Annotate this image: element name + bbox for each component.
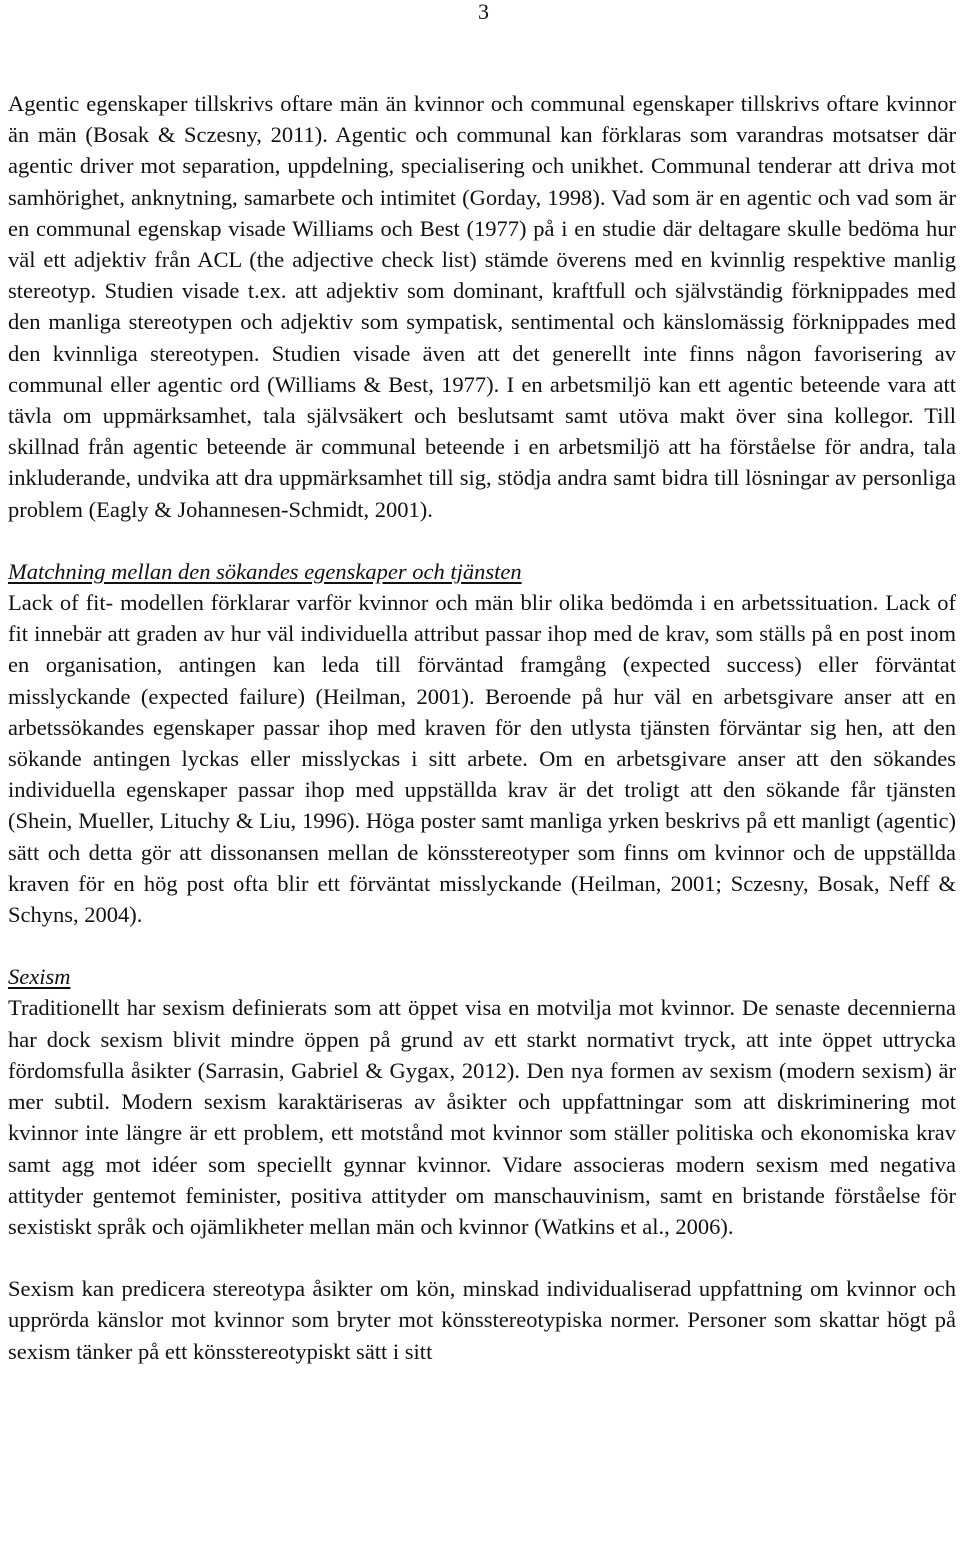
section-heading-matchning: Matchning mellan den sökandes egenskaper och tjänsten [8, 558, 522, 584]
sexism-paragraph-2: Sexism kan predicera stereotypa åsikter om kön, minskad individualiserad uppfattning om kvinnor och upprörda känslor mot kvinnor som bryter mot könsstereotypiska normer. Personer som skattar högt på sexism tänker på ett könsstereotypiskt sätt i sitt [8, 1276, 956, 1364]
intro-paragraph: Agentic egenskaper tillskrivs oftare män än kvinnor och communal egenskaper tillskrivs oftare kvinnor än män (Bosak & Sczesny, 2011). Agentic och communal kan förklaras som varandras motsatser där agentic driver mot separation, uppdelning, specialisering och unikhet. Communal tenderar att driva mot samhörighet, anknytning, samarbete och intimitet (Gorday, 1998). Vad som är en agentic och vad som är en communal egenskap visade Williams och Best (1977) på i en studie där deltagare skulle bedöma hur väl ett adjektiv från ACL (the adjective check list) stämde överens med en kvinnlig respektive manlig stereotyp. Studien visade t.ex. att adjektiv som dominant, kraftfull och självständig förknippades med den manliga stereotypen och adjektiv som sympatisk, sentimental och känslomässig förknippades med den kvinnliga stereotypen. Studien visade även att det generellt inte finns någon favorisering av communal eller agentic ord (Williams & Best, 1977). I en arbetsmiljö kan ett agentic beteende vara att tävla om uppmärksamhet, tala självsäkert och beslutsamt samt utöva makt över sina kollegor. Till skillnad från agentic beteende är communal beteende i en arbetsmiljö att ha förståelse för andra, tala inkluderande, undvika att dra uppmärksamhet till sig, stödja andra samt bidra till lösningar av personliga problem (Eagly & Johannesen-Schmidt, 2001). [8, 91, 956, 522]
page-number: 3 [478, 0, 489, 24]
section-heading-sexism: Sexism [8, 964, 71, 990]
sexism-paragraph-1: Traditionellt har sexism definierats som att öppet visa en motvilja mot kvinnor. De senaste decennierna har dock sexism blivit mindre öppen på grund av ett starkt normativt tryck, att inte öppet uttrycka fördomsfulla åsikter (Sarrasin, Gabriel & Gygax, 2012). Den nya formen av sexism (modern sexism) är mer subtil. Modern sexism karaktäriseras av åsikter och uppfattningar som att diskriminering mot kvinnor inte längre är ett problem, ett motstånd mot kvinnor som ställer politiska och ekonomiska krav samt agg mot idéer som speciellt gynnar kvinnor. Vidare associeras modern sexism med negativa attityder gentemot feminister, positiva attityder om manschauvinism, samt en bristande förståelse för sexistiskt språk och ojämlikheter mellan män och kvinnor (Watkins et al., 2006). [8, 995, 956, 1239]
document-body [8, 88, 956, 1367]
matchning-paragraph: Lack of fit- modellen förklarar varför kvinnor och män blir olika bedömda i en arbetssituation. Lack of fit innebär att graden av hur väl individuella attribut passar ihop med de krav, som ställs på en post inom en organisation, antingen kan leda till förväntad framgång (expected success) eller förväntat misslyckande (expected failure) (Heilman, 2001). Beroende på hur väl en arbetsgivare anser att en arbetssökandes egenskaper passar ihop med kraven för den utlysta tjänsten förväntar sig hen, att den sökande antingen lyckas eller misslyckas i sitt arbete. Om en arbetsgivare anser att den sökandes individuella egenskaper passar ihop med uppställda krav är det troligt att den sökande får tjänsten (Shein, Mueller, Lituchy & Liu, 1996). Höga poster samt manliga yrken beskrivs på ett manligt (agentic) sätt och detta gör att dissonansen mellan de könsstereotyper som finns om kvinnor och de uppställda kraven för en hög post ofta blir ett förväntat misslyckande (Heilman, 2001; Sczesny, Bosak, Neff & Schyns, 2004). [8, 590, 956, 928]
